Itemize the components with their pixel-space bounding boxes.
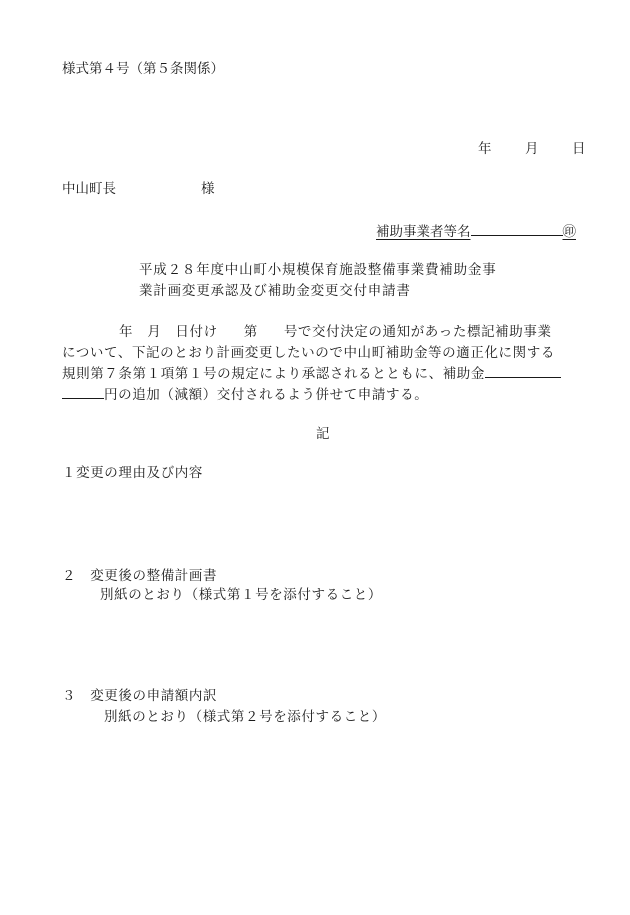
subsidy-amount-blank [485,365,561,378]
body-date-ref: 年 月 日付け [119,324,218,340]
item-3-heading: ３ 変更後の申請額内訳 [62,688,218,704]
ki-heading: 記 [316,426,330,442]
body-dai: 第 [243,324,258,340]
subsidy-amount-blank-cont [62,386,104,399]
date-year: 年 [478,141,492,157]
date-month: 月 [525,141,539,157]
item-2-heading: ２ 変更後の整備計画書 [62,568,218,584]
applicant-line [376,223,576,240]
body-paragraph [62,322,590,406]
body-line-4: 円の追加（減額）交付されるよう併せて申請する。 [62,385,590,406]
date-day: 日 [572,141,586,157]
addressee-honorific: 様 [201,181,215,197]
seal-mark: ㊞ [562,224,576,240]
form-number: 様式第４号（第５条関係） [62,61,224,77]
applicant-label: 補助事業者等名 [376,224,471,240]
applicant-name-blank [471,223,563,236]
addressee-name: 中山町長 [62,181,116,197]
document-title-line1: 平成２８年度中山町小規模保育施設整備事業費補助金事 [139,262,497,278]
body-line-3: 規則第７条第１項第１号の規定により承認されるとともに、補助金 [62,364,590,385]
body-line-1 [62,322,590,343]
body-line-2: について、下記のとおり計画変更したいので中山町補助金等の適正化に関する [62,345,555,361]
body-notice-ref: 号で交付決定の通知があった標記補助事業 [283,324,552,340]
document-title-line2: 業計画変更承認及び補助金変更交付申請書 [139,283,411,299]
item-1-heading: １変更の理由及び内容 [62,465,203,481]
item-3-detail: 別紙のとおり（様式第２号を添付すること） [104,709,386,725]
item-2-detail: 別紙のとおり（様式第１号を添付すること） [100,587,382,603]
